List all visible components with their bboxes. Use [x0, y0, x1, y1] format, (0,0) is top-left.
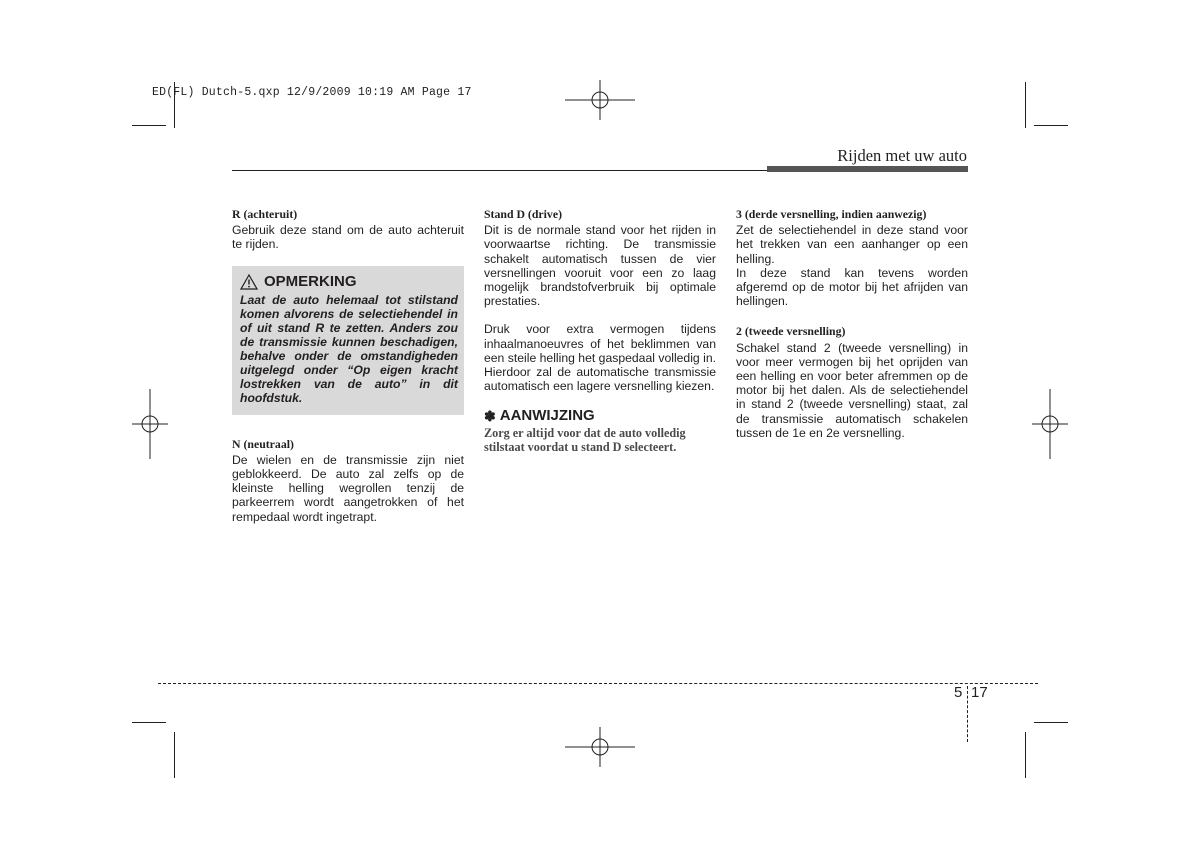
crop-mark [132, 125, 166, 126]
section-title: Rijden met uw auto [837, 146, 967, 165]
registration-mark-top [565, 80, 635, 120]
heading-d: Stand D (drive) [484, 207, 562, 221]
text-d-1: Dit is de normale stand voor het rijden in voorwaartse richting. De transmissie schakelt automatisch tussen de vier versnellingen vooruit voor een zo laag mogelijk brandstofverbruik bij optimale prestaties. [484, 223, 716, 309]
text-2: Schakel stand 2 (tweede versnelling) in voor meer vermogen bij het oprijden van een helling en voor beter afremmen op de motor bij het dalen. Als de selectiehendel in stand 2 (tweede versnelling) staat, zal de transmissie automatisch schakelen tussen de 1e en 2e versnelling. [736, 340, 968, 440]
text-3-1: Zet de selectiehendel in deze stand voor het trekken van een aanhanger op een helling. [736, 223, 968, 266]
heading-3: 3 (derde versnelling, indien aanwezig) [736, 207, 927, 221]
heading-r: R (achteruit) [232, 207, 298, 221]
text-d-2: Druk voor extra vermogen tijdens inhaalmanoeuvres of het beklimmen van een steile helling het gaspedaal volledig in. Hierdoor zal de automatische transmissie automatisch een lagere versnelling kiezen. [484, 322, 716, 394]
text-3-2: In deze stand kan tevens worden afgeremd op de motor bij het afrijden van hellingen. [736, 265, 968, 309]
info-title-label: AANWIJZING [499, 407, 595, 425]
note-text: Laat de auto helemaal tot stilstand komen alvorens de selectiehendel in of uit stand R te zetten. Anders zou de transmissie kunnen beschadigen, behalve onder de omstandigheden uitgelegd onder “Op eigen kracht lostrekken van de auto” in dit hoofdstuk. [240, 292, 458, 405]
crop-mark [1034, 722, 1068, 723]
column-middle [484, 207, 716, 454]
header-bar [767, 166, 968, 172]
text-n: De wielen en de transmissie zijn niet geblokkeerd. De auto zal zelfs op de kleinste helling wegrollen tenzij de parkeerrem wordt aangetrokken of het rempedaal wordt ingetrapt. [232, 452, 464, 524]
info-text: Zorg er altijd voor dat de auto volledig stilstaat voordat u stand D selecteert. [484, 425, 686, 454]
crop-mark [174, 732, 175, 778]
warning-triangle-icon [240, 274, 258, 290]
heading-n: N (neutraal) [232, 436, 294, 451]
page-number: 17 [971, 684, 988, 701]
column-left [232, 207, 464, 524]
header-rule [232, 170, 767, 171]
registration-mark-left [132, 389, 168, 459]
chapter-number: 5 [954, 684, 963, 701]
column-right [736, 207, 968, 440]
star-icon: ✽ [484, 408, 496, 425]
page-number-separator [967, 686, 968, 742]
note-title-label: OPMERKING [264, 272, 357, 290]
note-box [232, 266, 464, 415]
info-title [484, 409, 716, 423]
crop-mark [1025, 82, 1026, 128]
heading-2: 2 (tweede versnelling) [736, 324, 846, 339]
text-r: Gebruik deze stand om de auto achteruit te rijden. [232, 223, 464, 252]
crop-mark [132, 722, 166, 723]
crop-mark [1025, 732, 1026, 778]
registration-mark-right [1032, 389, 1068, 459]
crop-mark [1034, 125, 1068, 126]
note-title [240, 274, 458, 290]
footer-rule [158, 683, 1038, 684]
print-slug: ED(FL) Dutch-5.qxp 12/9/2009 10:19 AM Page 17 [152, 86, 472, 99]
registration-mark-bottom [565, 727, 635, 767]
